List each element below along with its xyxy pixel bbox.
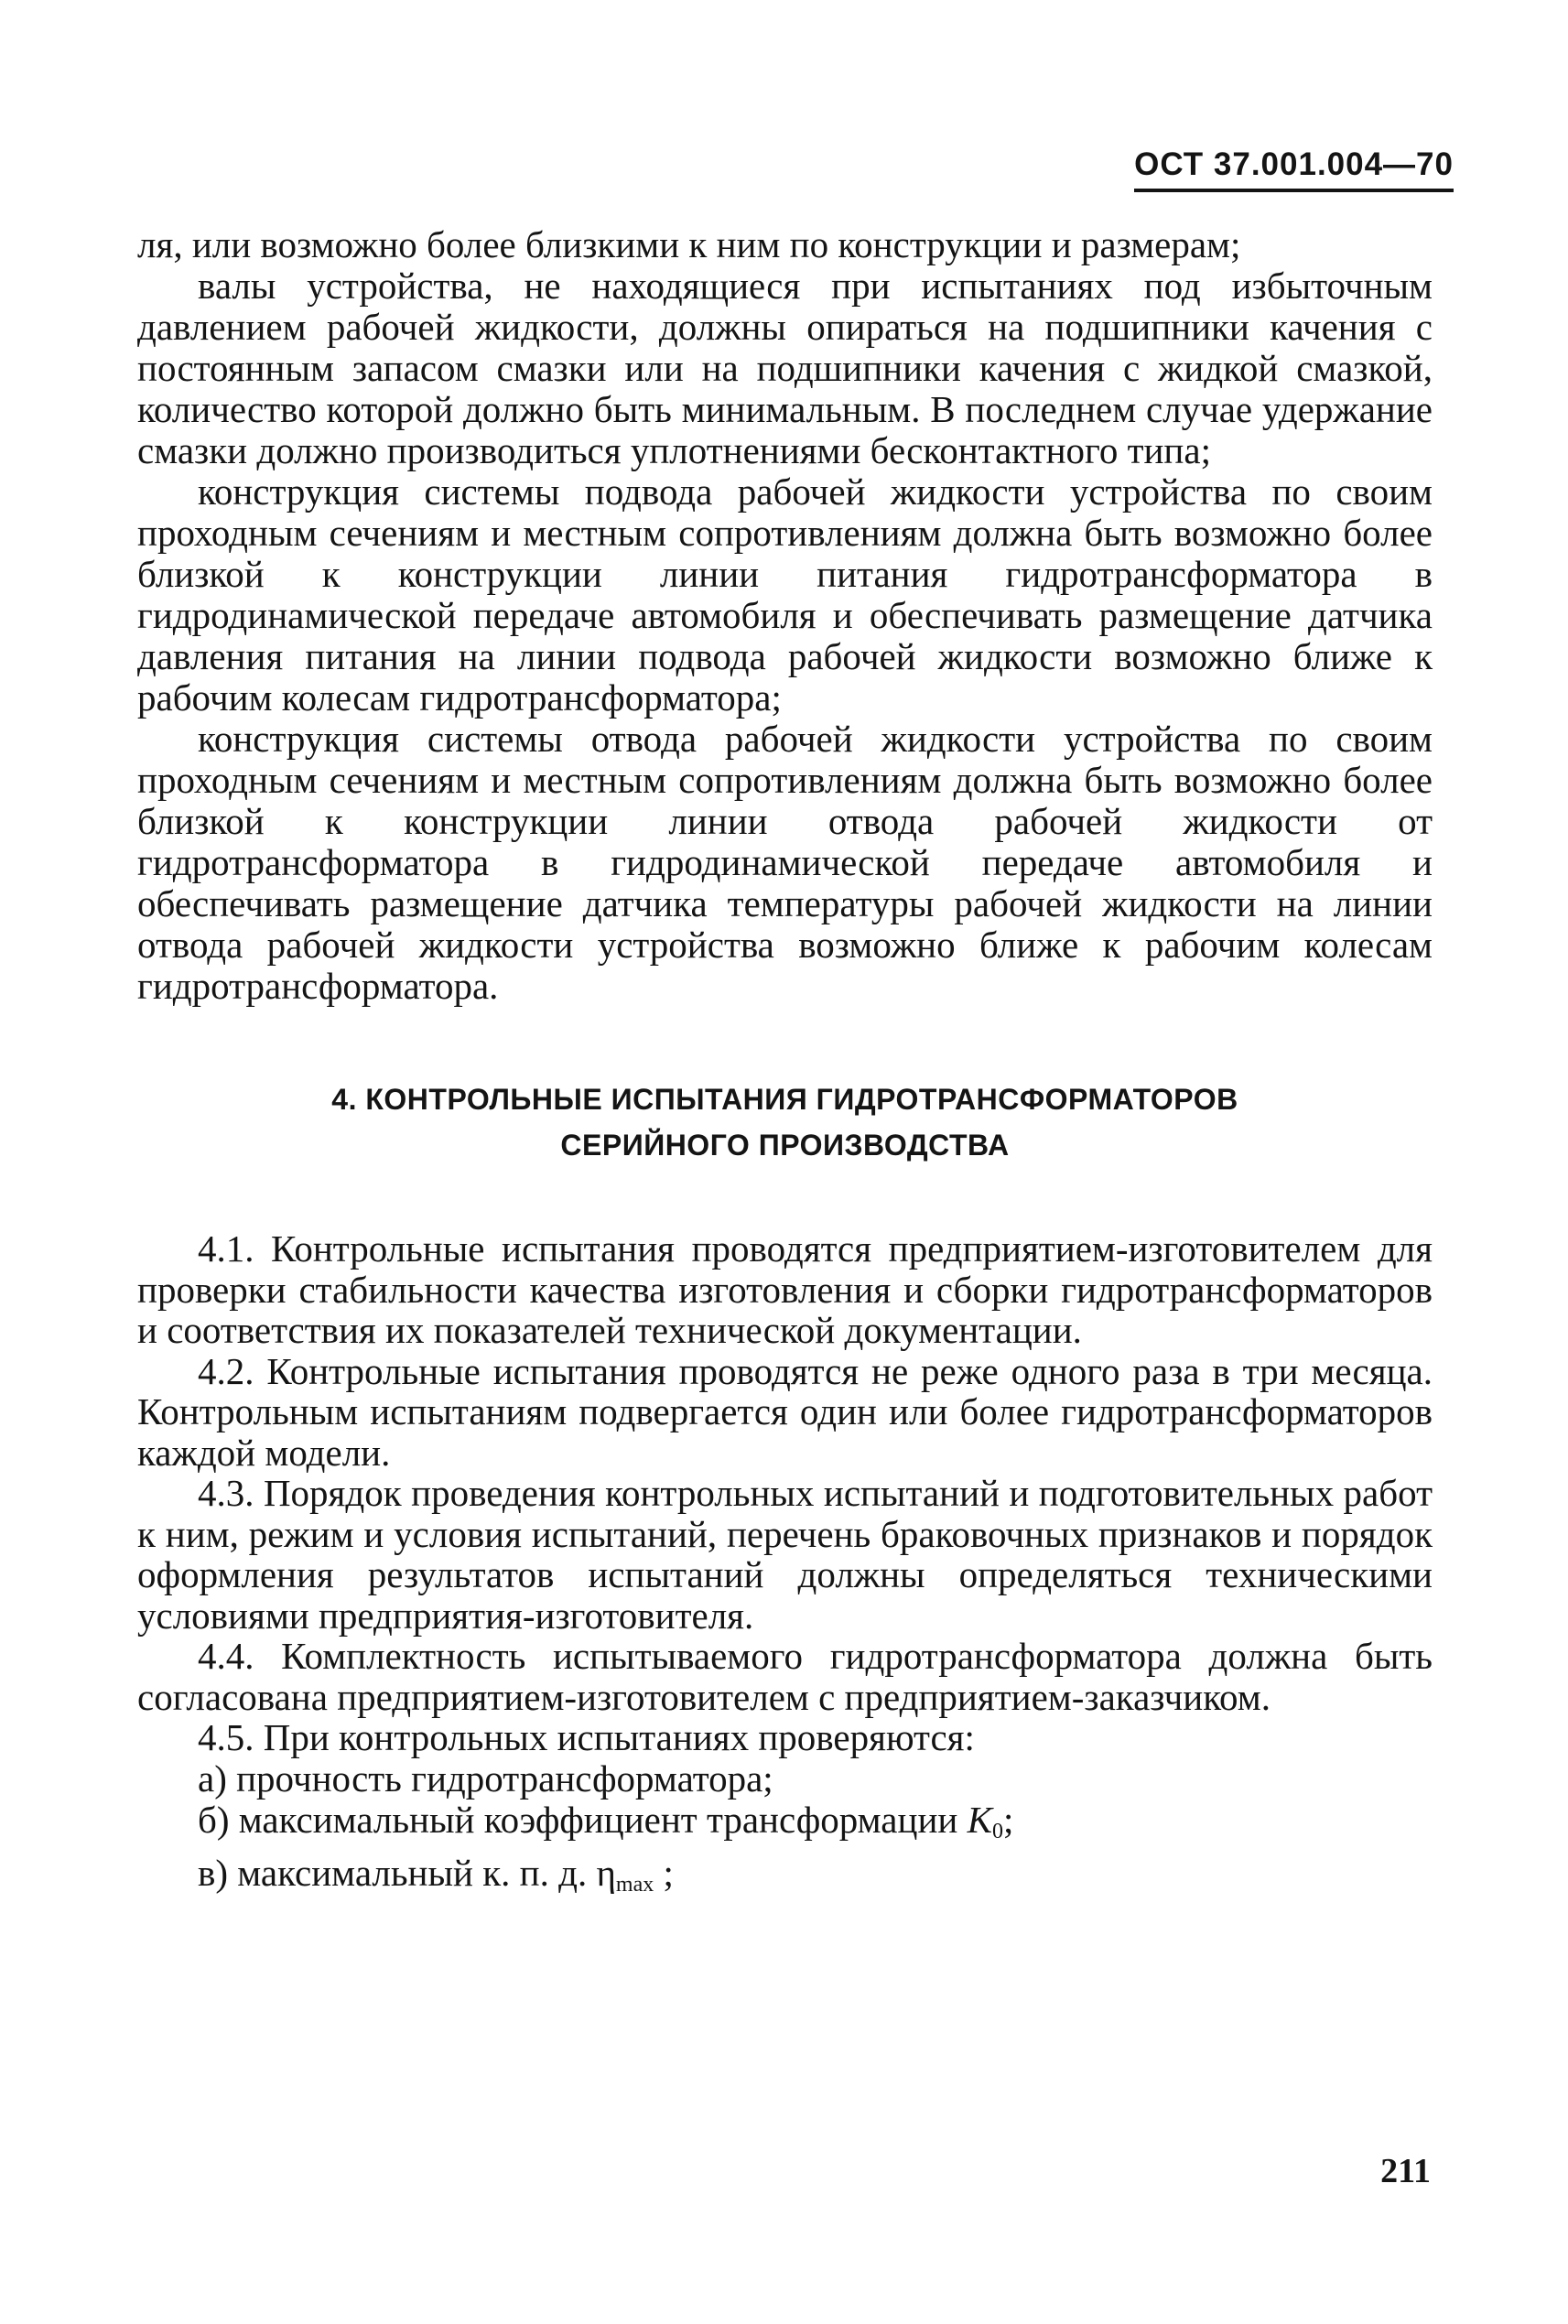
paragraph-shafts: валы устройства, не находящиеся при испытаниях под избыточным давлением рабочей жидкости, должны опираться на подшипники качения с постоянным запасом смазки или на подшипники качения с жидкой смазкой, количество которой должно быть минимальным. В последнем случае удержание смазки должно производиться уплотнениями бесконтактного типа; xyxy=(137,265,1433,471)
paragraph-supply-system: конструкция системы подвода рабочей жидкости устройства по своим проходным сечениям и местным сопротивлениям должна быть возможно более близкой к конструкции линии питания гидротрансформатора в гидродинамической передаче автомобиля и обеспечивать размещение датчика давления питания на линии подвода рабочей жидкости возможно ближе к рабочим колесам гидротрансформатора; xyxy=(137,470,1433,719)
page-number: 211 xyxy=(1380,2152,1431,2190)
list-item-c xyxy=(137,1853,1433,1906)
symbol-eta-subscript: max xyxy=(615,1872,654,1897)
clause-4-4: 4.4. Комплектность испытываемого гидротрансформатора должна быть согласована предприятием-изготовителем с предприятием-заказчиком. xyxy=(137,1635,1433,1718)
paragraph-drain-system: конструкция системы отвода рабочей жидкости устройства по своим проходным сечениям и местным сопротивлениям должна быть возможно более близкой к конструкции линии отвода рабочей жидкости от гидротрансформатора в гидродинамической передаче автомобиля и обеспечивать размещение датчика температуры рабочей жидкости на линии отвода рабочей жидкости устройства возможно ближе к рабочим колесам гидротрансформатора. xyxy=(137,718,1433,1007)
symbol-eta: η xyxy=(596,1851,616,1894)
clause-4-3: 4.3. Порядок проведения контрольных испытаний и подготовительных работ к ним, режим и условия испытаний, перечень браковочных признаков и порядок оформления результатов испытаний должны определяться техническими условиями предприятия-изготовителя. xyxy=(137,1472,1433,1637)
list-item-c-text: в) максимальный к. п. д. xyxy=(198,1851,597,1894)
symbol-k-subscript: 0 xyxy=(991,1819,1003,1843)
list-item-b-end: ; xyxy=(1002,1798,1014,1841)
list-item-b-text: б) максимальный коэффициент трансформации xyxy=(198,1798,968,1841)
clause-4-2: 4.2. Контрольные испытания проводятся не реже одного раза в три месяца. Контрольным испытаниям подвергается один или более гидротрансформаторов каждой модели. xyxy=(137,1349,1433,1474)
document-code: ОСТ 37.001.004—70 xyxy=(1134,146,1454,192)
section-heading-line-1: 4. КОНТРОЛЬНЫЕ ИСПЫТАНИЯ ГИДРОТРАНСФОРМАТОРОВ xyxy=(331,1083,1238,1116)
clause-4-1: 4.1. Контрольные испытания проводятся предприятием-изготовителем для проверки стабильности качества изготовления и сборки гидротрансформаторов и соответствия их показателей технической документации. xyxy=(137,1227,1433,1351)
list-item-a: а) прочность гидротрансформатора; xyxy=(198,1757,773,1800)
list-item-b xyxy=(137,1800,1433,1853)
clause-4-5: 4.5. При контрольных испытаниях проверяются: xyxy=(198,1716,975,1758)
section-heading xyxy=(137,1076,1433,1168)
section-heading-line-2: СЕРИЙНОГО ПРОИЗВОДСТВА xyxy=(560,1129,1010,1162)
paragraph-continued: ля, или возможно более близкими к ним по конструкции и размерам; xyxy=(137,223,1241,265)
list-item-c-end: ; xyxy=(654,1851,674,1894)
symbol-k: $K_0$ xyxy=(967,1798,1003,1843)
page-content xyxy=(137,224,1433,1906)
